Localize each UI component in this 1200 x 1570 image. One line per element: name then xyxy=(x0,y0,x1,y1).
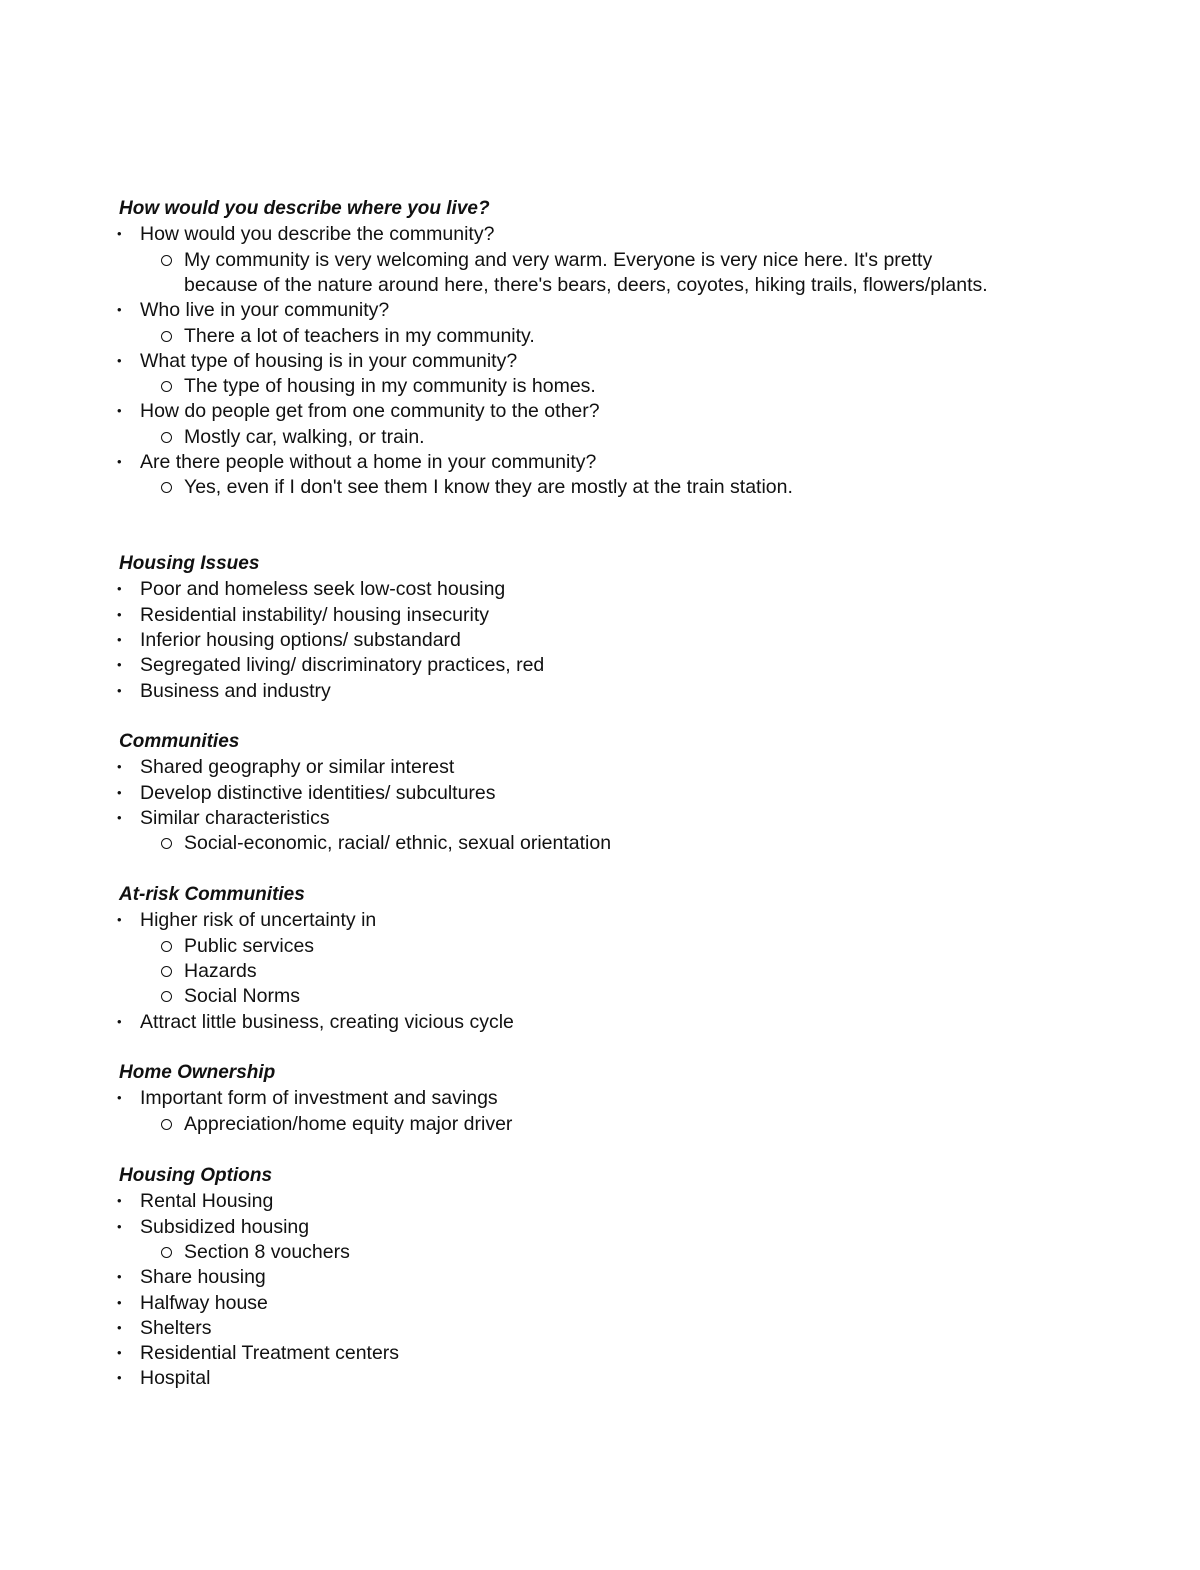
sub-bullet-continuation: because of the nature around here, there's bears, deers, coyotes, hiking trails, flowers/plants. xyxy=(184,273,988,296)
sub-bullet-text: Mostly car, walking, or train. xyxy=(184,425,425,448)
bullet-text: What type of housing is in your community? xyxy=(140,349,518,372)
hollow-circle-bullet xyxy=(161,1247,172,1258)
bullet-dot: • xyxy=(117,1294,122,1310)
bullet-text: How would you describe the community? xyxy=(140,223,495,246)
bullet-text: Residential instability/ housing insecurity xyxy=(140,603,490,626)
sub-bullet-text: Hazards xyxy=(184,959,257,982)
bullet-dot: • xyxy=(117,226,122,242)
hollow-circle-bullet xyxy=(161,432,172,443)
bullet-dot: • xyxy=(117,1193,122,1209)
hollow-circle-bullet xyxy=(161,941,172,952)
section-heading: Housing Issues xyxy=(119,553,260,574)
bullet-dot: • xyxy=(117,302,122,318)
bullet-text: Share housing xyxy=(140,1266,266,1289)
sub-bullet-text: Public services xyxy=(184,934,315,957)
bullet-dot: • xyxy=(117,809,122,825)
hollow-circle-bullet xyxy=(161,381,172,392)
bullet-dot: • xyxy=(117,606,122,622)
bullet-dot: • xyxy=(117,1345,122,1361)
bullet-dot: • xyxy=(117,581,122,597)
hollow-circle-bullet xyxy=(161,991,172,1002)
bullet-text: Shelters xyxy=(140,1316,212,1339)
bullet-text: Residential Treatment centers xyxy=(140,1342,400,1365)
bullet-text: How do people get from one community to the other? xyxy=(140,400,600,423)
section-heading: Home Ownership xyxy=(119,1062,276,1083)
bullet-text: Inferior housing options/ substandard xyxy=(140,628,461,651)
bullet-text: Who live in your community? xyxy=(140,299,390,322)
sub-bullet-text: There a lot of teachers in my community. xyxy=(184,324,535,347)
bullet-text: Hospital xyxy=(140,1367,211,1390)
sub-bullet-text: Yes, even if I don't see them I know they are mostly at the train station. xyxy=(184,476,793,499)
bullet-dot: • xyxy=(117,1269,122,1285)
bullet-text: Segregated living/ discriminatory practices, red xyxy=(140,654,545,677)
section-heading: Communities xyxy=(119,731,240,752)
section-heading: Housing Options xyxy=(119,1165,273,1186)
bullet-dot: • xyxy=(117,1218,122,1234)
bullet-dot: • xyxy=(117,784,122,800)
bullet-text: Subsidized housing xyxy=(140,1215,310,1238)
sub-bullet-text: Appreciation/home equity major driver xyxy=(184,1112,513,1135)
bullet-dot: • xyxy=(117,912,122,928)
bullet-text: Important form of investment and savings xyxy=(140,1087,498,1110)
bullet-text: Business and industry xyxy=(140,679,331,702)
hollow-circle-bullet xyxy=(161,482,172,493)
sub-bullet-text: Social-economic, racial/ ethnic, sexual orientation xyxy=(184,832,612,855)
bullet-dot: • xyxy=(117,631,122,647)
bullet-dot: • xyxy=(117,682,122,698)
bullet-text: Rental Housing xyxy=(140,1190,274,1213)
bullet-dot: • xyxy=(117,403,122,419)
bullet-dot: • xyxy=(117,1090,122,1106)
bullet-text: Shared geography or similar interest xyxy=(140,756,455,779)
hollow-circle-bullet xyxy=(161,1119,172,1130)
bullet-dot: • xyxy=(117,1370,122,1386)
sub-bullet-text: My community is very welcoming and very warm. Everyone is very nice here. It's pretty xyxy=(184,248,933,271)
section-heading: At-risk Communities xyxy=(119,884,305,905)
hollow-circle-bullet xyxy=(161,255,172,266)
bullet-text: Develop distinctive identities/ subcultures xyxy=(140,781,496,804)
bullet-dot: • xyxy=(117,1319,122,1335)
sub-bullet-text: The type of housing in my community is homes. xyxy=(184,375,596,398)
hollow-circle-bullet xyxy=(161,838,172,849)
section-heading: How would you describe where you live? xyxy=(119,198,490,219)
bullet-text: Are there people without a home in your community? xyxy=(140,451,597,473)
sub-bullet-text: Section 8 vouchers xyxy=(184,1240,350,1263)
bullet-text: Poor and homeless seek low-cost housing xyxy=(140,578,506,601)
hollow-circle-bullet xyxy=(161,966,172,977)
bullet-text: Higher risk of uncertainty in xyxy=(140,909,377,932)
bullet-text: Halfway house xyxy=(140,1291,268,1314)
bullet-text: Similar characteristics xyxy=(140,806,330,829)
bullet-text: Attract little business, creating vicious cycle xyxy=(140,1010,514,1033)
bullet-dot: • xyxy=(117,1013,122,1029)
bullet-dot: • xyxy=(117,454,122,469)
sub-bullet-text: Social Norms xyxy=(184,985,300,1008)
bullet-dot: • xyxy=(117,352,122,368)
bullet-dot: • xyxy=(117,657,122,673)
hollow-circle-bullet xyxy=(161,331,172,342)
bullet-dot: • xyxy=(117,759,122,775)
